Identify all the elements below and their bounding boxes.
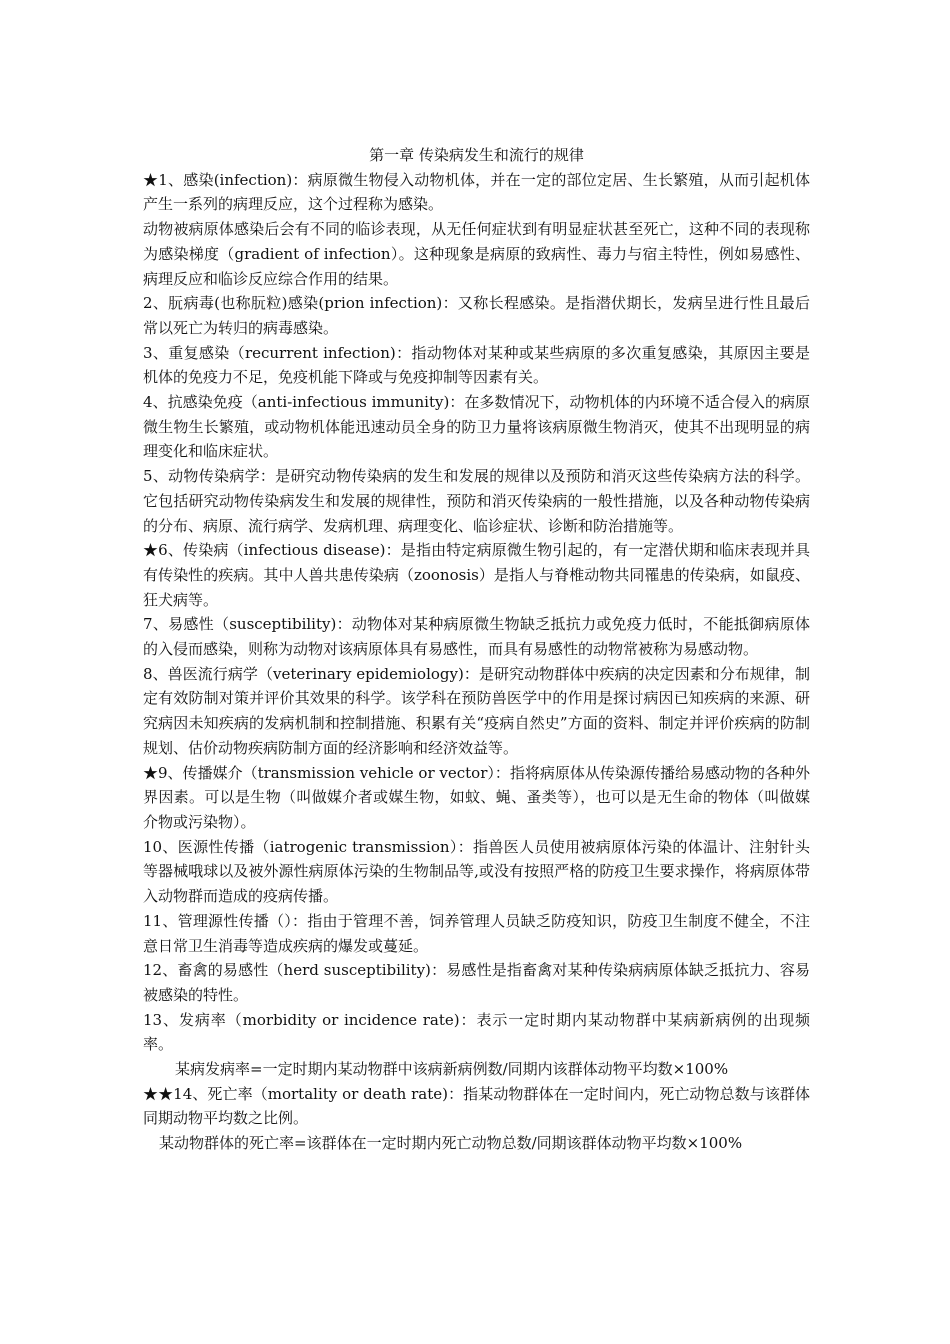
paragraph-9: 8、兽医流行病学（veterinary epidemiology)：是研究动物群体中疾病的决定因素和分布规律，制定有效防制对策并评价其效果的科学。该学科在预防兽医学中的作用是探讨病因已知疾病的来源、研究病因未知疾病的发病机制和控制措施、积累有关“疫病自然史”方面的资料、制定并评价疾病的防制规划、估价动物疾病防制方面的经济影响和经济效益等。	[143, 664, 810, 757]
chapter-title: 第一章 传染病发生和流行的规律	[369, 146, 584, 164]
document-page	[143, 143, 810, 1156]
paragraph-8: 7、易感性（susceptibility)：动物体对某种病原微生物缺乏抵抗力或免疫力低时，不能抵御病原体的入侵而感染，则称为动物对该病原体具有易感性，而具有易感性的动物常被称为易感动物。	[143, 615, 810, 659]
paragraph-3: 2、朊病毒(也称朊粒)感染(prion infection)：又称长程感染。是指潜伏期长，发病呈进行性且最后常以死亡为转归的病毒感染。	[143, 294, 810, 337]
morbidity-formula: 某病发病率=一定时期内某动物群中该病新病例数/同期内该群体动物平均数×100%	[175, 1060, 729, 1079]
mortality-formula: 某动物群体的死亡率=该群体在一定时期内死亡动物总数/同期该群体动物平均数×100%	[159, 1134, 743, 1153]
paragraph-15: ★★14、死亡率（mortality or death rate)：指某动物群体在一定时间内，死亡动物总数与该群体同期动物平均数之比例。	[143, 1084, 810, 1128]
paragraph-2: 动物被病原体感染后会有不同的临诊表现，从无任何症状到有明显症状甚至死亡，这种不同的表现称为感染梯度（gradient of infection）。这种现象是病原的致病性、毒力与宿主特性，例如易感性、病理反应和临诊反应综合作用的结果。	[143, 220, 810, 288]
paragraph-14: 13、发病率（morbidity or incidence rate)：表示一定时期内某动物群中某病新病例的出现频率。	[143, 1010, 810, 1054]
paragraph-13: 12、畜禽的易感性（herd susceptibility)：易感性是指畜禽对某种传染病病原体缺乏抵抗力、容易被感染的特性。	[143, 961, 810, 1004]
paragraph-10: ★9、传播媒介（transmission vehicle or vector）：指将病原体从传染源传播给易感动物的各种外界因素。可以是生物（叫做媒介者或媒生物，如蚊、蝇、蚤类等），也可以是无生命的物体（叫做媒介物或污染物）。	[143, 763, 810, 831]
paragraph-6: 5、动物传染病学：是研究动物传染病的发生和发展的规律以及预防和消灭这些传染病方法的科学。它包括研究动物传染病发生和发展的规律性，预防和消灭传染病的一般性措施，以及各种动物传染病的分布、病原、流行病学、发病机理、病理变化、临诊症状、诊断和防治措施等。	[143, 467, 810, 535]
paragraph-11: 10、医源性传播（iatrogenic transmission）：指兽医人员使用被病原体污染的体温计、注射针头等器械哦球以及被外源性病原体污染的生物制品等,或没有按照严格的防疫卫生要求操作，将病原体带入动物群而造成的疫病传播。	[143, 837, 810, 906]
paragraph-5: 4、抗感染免疫（anti-infectious immunity)：在多数情况下，动物机体的内环境不适合侵入的病原微生物生长繁殖，或动物机体能迅速动员全身的防卫力量将该病原微生物消灭，使其不出现明显的病理变化和临床症状。	[143, 393, 810, 461]
paragraph-7: ★6、传染病（infectious disease)：是指由特定病原微生物引起的，有一定潜伏期和临床表现并具有传染性的疾病。其中人兽共患传染病（zoonosis）是指人与脊椎动物共同罹患的传染病，如鼠疫、狂犬病等。	[143, 541, 810, 609]
paragraph-12: 11、管理源性传播（）：指由于管理不善，饲养管理人员缺乏防疫知识，防疫卫生制度不健全，不注意日常卫生消毒等造成疾病的爆发或蔓延。	[143, 911, 810, 955]
paragraph-1: ★1、感染(infection)：病原微生物侵入动物机体，并在一定的部位定居、生长繁殖，从而引起机体产生一系列的病理反应，这个过程称为感染。	[143, 170, 810, 214]
paragraph-4: 3、重复感染（recurrent infection)：指动物体对某种或某些病原的多次重复感染，其原因主要是机体的免疫力不足，免疫机能下降或与免疫抑制等因素有关。	[143, 343, 810, 387]
